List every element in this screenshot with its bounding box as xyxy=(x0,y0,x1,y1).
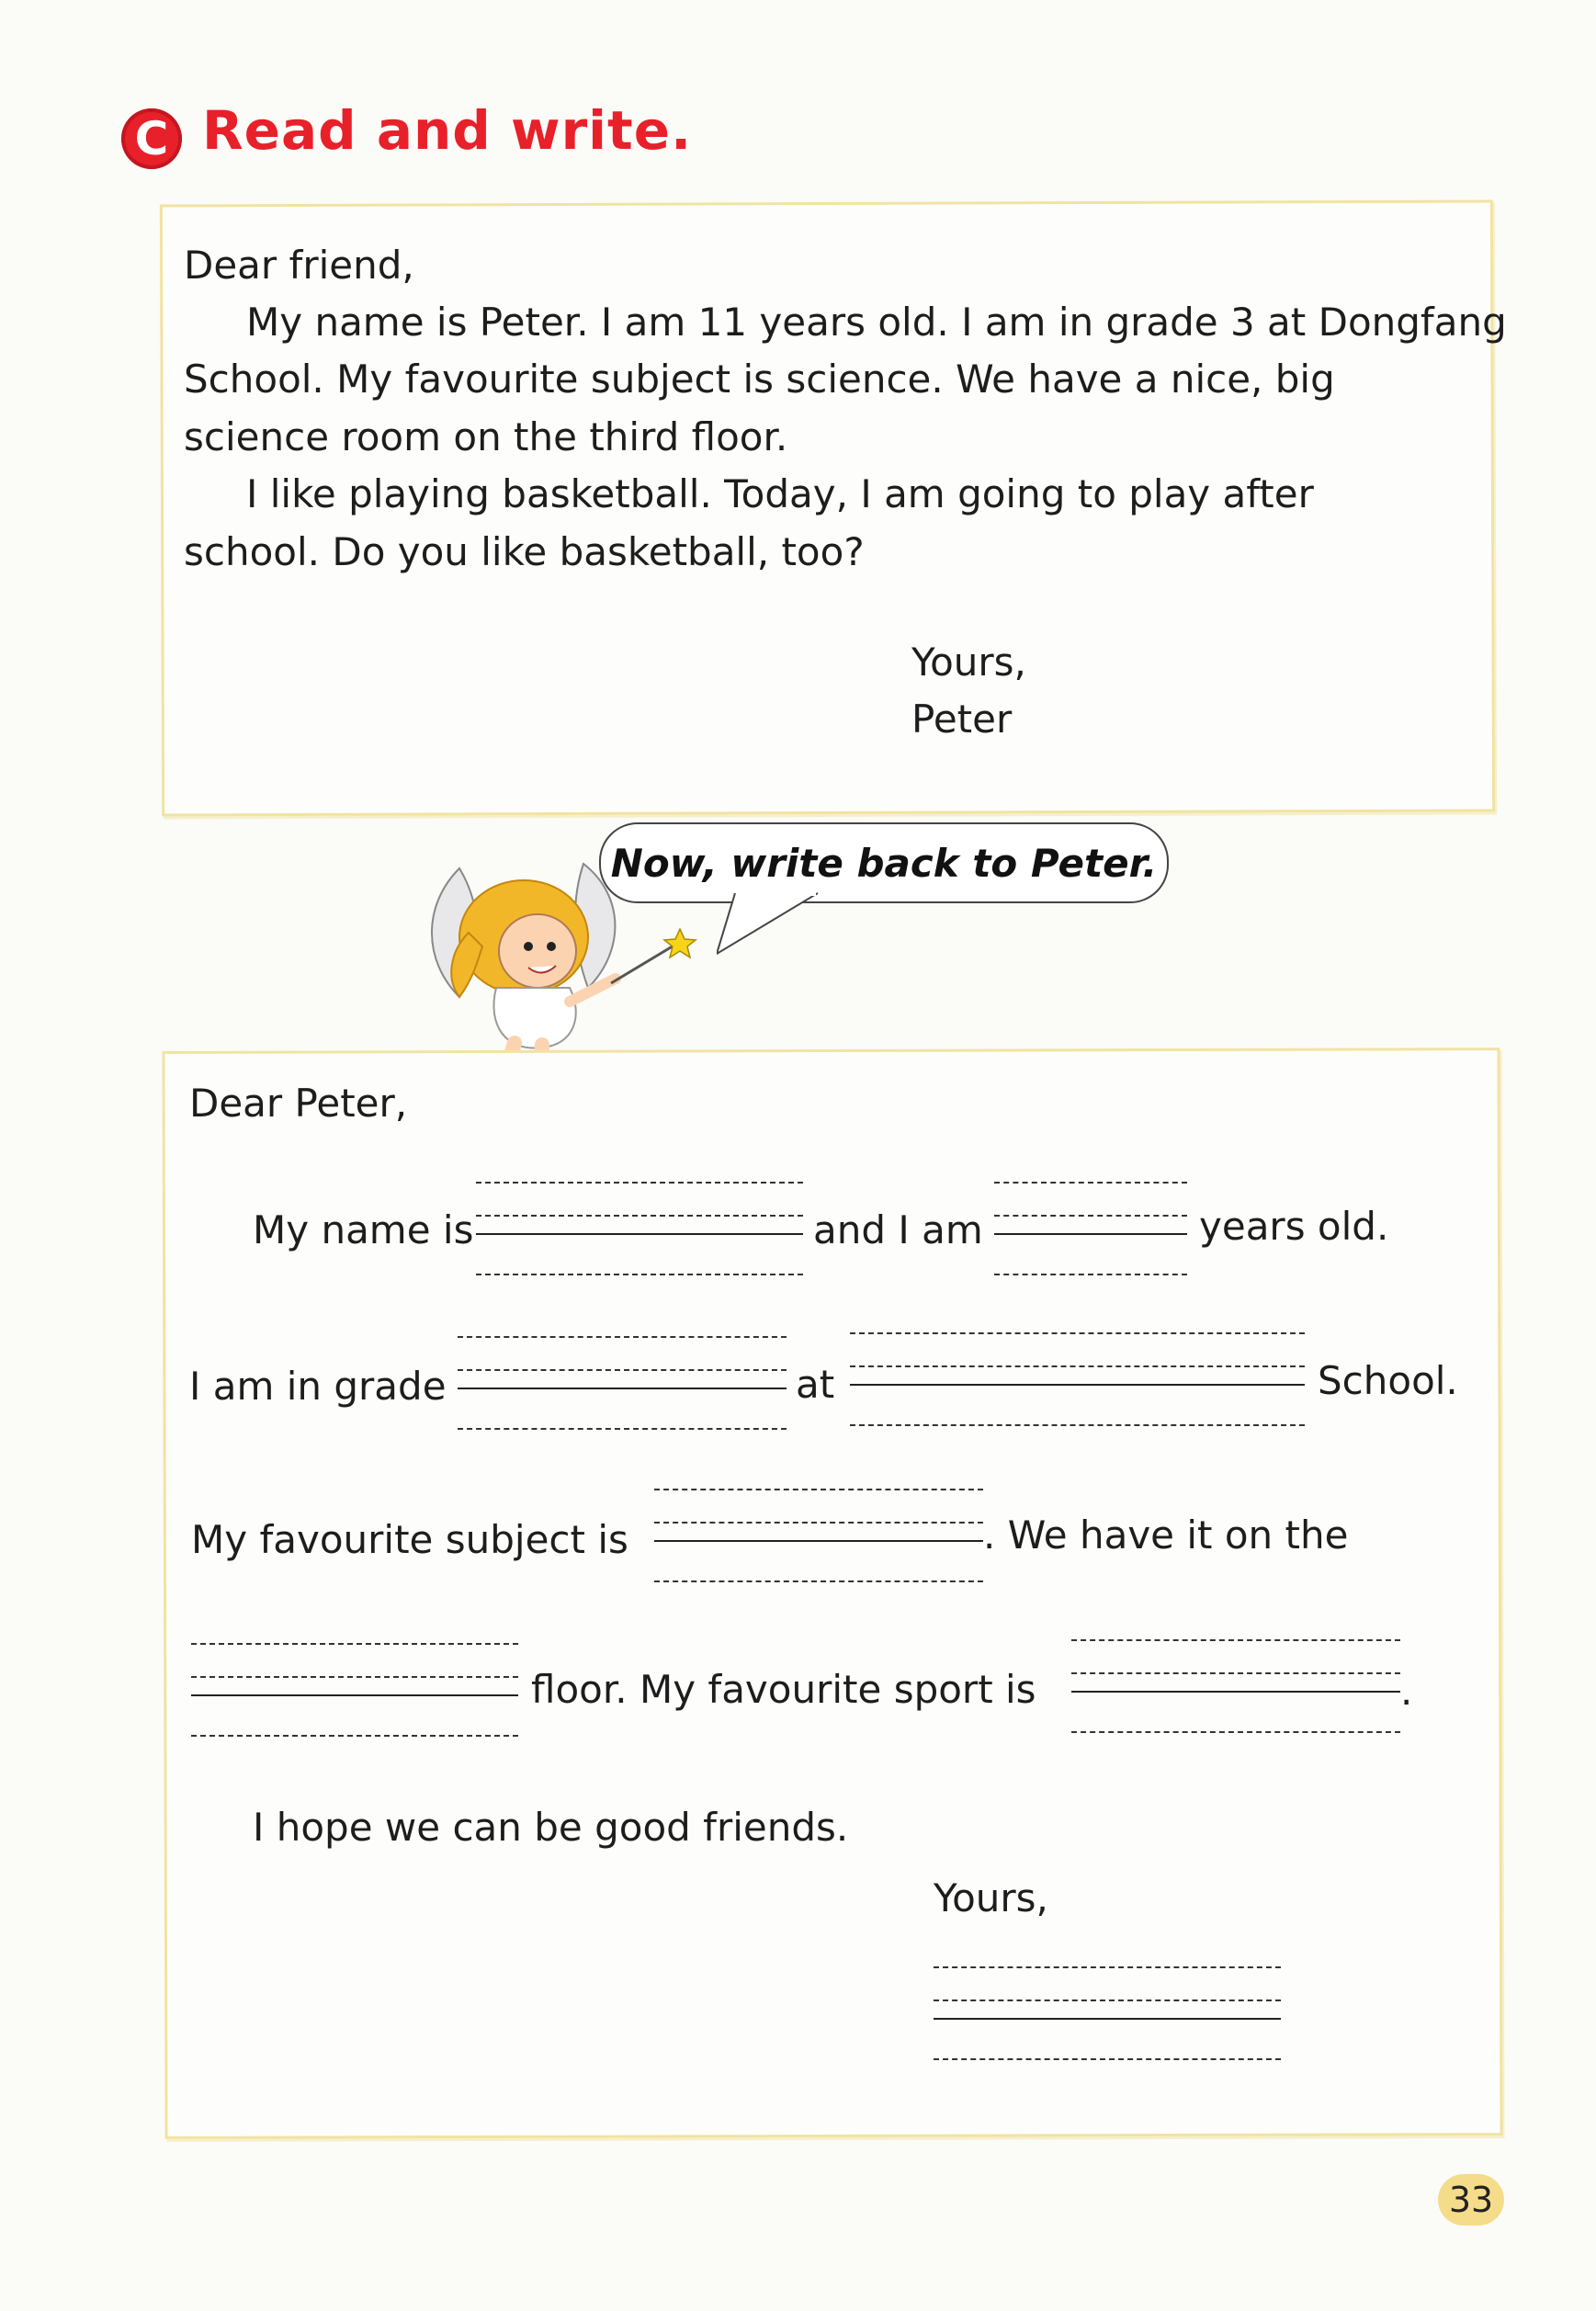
sport-period: . xyxy=(1400,1669,1413,1714)
grade-answer-lines[interactable] xyxy=(458,1336,787,1400)
age-answer-lines[interactable] xyxy=(994,1182,1187,1246)
section-title: Read and write. xyxy=(202,99,693,162)
my-name-is-label: My name is xyxy=(253,1207,474,1252)
letter-closing: Yours, xyxy=(911,640,1026,685)
hope-sentence: I hope we can be good friends. xyxy=(253,1805,849,1850)
floor-answer-lines[interactable] xyxy=(191,1643,518,1707)
letter-paragraph-2-line-1: I like playing basketball. Today, I am going to play after xyxy=(246,471,1314,516)
school-label: School. xyxy=(1318,1358,1458,1403)
at-label: at xyxy=(796,1362,835,1407)
letter-signature: Peter xyxy=(911,697,1013,742)
sport-answer-lines[interactable] xyxy=(1071,1639,1400,1704)
page-number: 33 xyxy=(1438,2174,1504,2226)
speech-bubble-text: Now, write back to Peter. xyxy=(610,840,1158,886)
school-answer-lines[interactable] xyxy=(850,1332,1305,1397)
letter-paragraph-1-line-1: My name is Peter. I am 11 years old. I am in grade 3 at Dongfang xyxy=(246,300,1507,345)
letter-paragraph-1-line-3: science room on the third floor. xyxy=(184,414,788,459)
reply-closing: Yours, xyxy=(934,1875,1048,1920)
floor-sport-label: floor. My favourite sport is xyxy=(531,1667,1036,1712)
i-am-in-grade-label: I am in grade xyxy=(189,1364,447,1409)
reply-greeting: Dear Peter, xyxy=(189,1081,408,1126)
years-old-label: years old. xyxy=(1199,1204,1389,1249)
section-c-icon: C xyxy=(121,108,182,169)
signature-answer-lines[interactable] xyxy=(934,1966,1281,2031)
letter-paragraph-1-line-2: School. My favourite subject is science. We have a nice, big xyxy=(184,357,1335,402)
letter-greeting: Dear friend, xyxy=(184,243,414,288)
and-i-am-label: and I am xyxy=(813,1207,983,1252)
subject-answer-lines[interactable] xyxy=(654,1489,983,1553)
letter-paragraph-2-line-2: school. Do you like basketball, too? xyxy=(184,529,865,574)
we-have-it-label: . We have it on the xyxy=(983,1512,1349,1558)
name-answer-lines[interactable] xyxy=(476,1182,803,1246)
favourite-subject-label: My favourite subject is xyxy=(191,1517,628,1562)
